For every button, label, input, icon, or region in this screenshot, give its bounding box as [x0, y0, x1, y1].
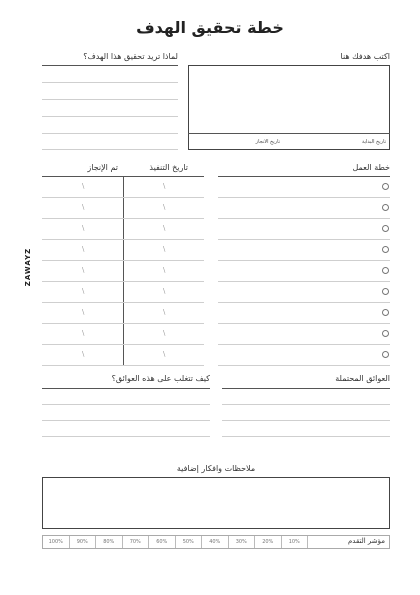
execution-date-separator[interactable]: \: [163, 350, 166, 358]
task-checkbox[interactable]: [382, 309, 389, 316]
completed-date-separator[interactable]: \: [82, 329, 85, 337]
table-column-divider: [123, 176, 124, 365]
completed-date-separator[interactable]: \: [82, 350, 85, 358]
table-row: [42, 365, 204, 366]
task-line[interactable]: [218, 260, 390, 261]
brand-logo: ZAWAYZ: [24, 247, 32, 287]
why-line[interactable]: [42, 133, 178, 134]
execution-date-separator[interactable]: \: [163, 203, 166, 211]
why-line[interactable]: [42, 149, 178, 150]
overcome-line[interactable]: [42, 420, 210, 421]
progress-step[interactable]: 40%: [202, 536, 229, 548]
progress-step[interactable]: 70%: [123, 536, 150, 548]
completed-date-separator[interactable]: \: [82, 266, 85, 274]
task-checkbox[interactable]: [382, 288, 389, 295]
execution-date-heading: تاريخ التنفيذ: [149, 163, 188, 172]
task-line[interactable]: [218, 323, 390, 324]
completed-date-separator[interactable]: \: [82, 203, 85, 211]
start-date-label: تاريخ البداية: [361, 139, 386, 145]
progress-step[interactable]: 100%: [43, 536, 70, 548]
progress-step[interactable]: 60%: [149, 536, 176, 548]
progress-step[interactable]: 50%: [176, 536, 203, 548]
task-checkbox[interactable]: [382, 246, 389, 253]
obstacle-line[interactable]: [222, 436, 390, 437]
why-line[interactable]: [42, 116, 178, 117]
end-date-label: تاريخ الانجاز: [255, 139, 280, 145]
progress-step[interactable]: 20%: [255, 536, 282, 548]
progress-step[interactable]: 80%: [96, 536, 123, 548]
why-heading-underline: [42, 65, 178, 66]
notes-heading: ملاحظات وافكار إضافية: [176, 464, 256, 473]
why-line[interactable]: [42, 82, 178, 83]
task-line[interactable]: [218, 344, 390, 345]
notes-box[interactable]: [42, 477, 390, 529]
why-heading: لماذا تريد تحقيق هذا الهدف؟: [83, 52, 178, 61]
execution-date-separator[interactable]: \: [163, 329, 166, 337]
task-line[interactable]: [218, 239, 390, 240]
task-checkbox[interactable]: [382, 351, 389, 358]
table-row: [42, 218, 204, 219]
table-row: [42, 323, 204, 324]
task-line[interactable]: [218, 302, 390, 303]
execution-date-separator[interactable]: \: [163, 224, 166, 232]
progress-step[interactable]: 10%: [282, 536, 309, 548]
overcome-heading: كيف تتغلب على هذه العوائق؟: [111, 374, 210, 383]
task-checkbox[interactable]: [382, 330, 389, 337]
progress-step[interactable]: 30%: [229, 536, 256, 548]
table-row: [42, 239, 204, 240]
obstacles-heading: العوائق المحتملة: [335, 374, 390, 383]
obstacles-underline: [222, 388, 390, 389]
why-line[interactable]: [42, 99, 178, 100]
task-line[interactable]: [218, 281, 390, 282]
task-checkbox[interactable]: [382, 225, 389, 232]
task-checkbox[interactable]: [382, 204, 389, 211]
overcome-underline: [42, 388, 210, 389]
table-row: [42, 260, 204, 261]
goal-box[interactable]: [188, 65, 390, 150]
task-checkbox[interactable]: [382, 183, 389, 190]
progress-steps: [43, 536, 308, 548]
table-row: [42, 302, 204, 303]
task-checkbox[interactable]: [382, 267, 389, 274]
execution-date-separator[interactable]: \: [163, 266, 166, 274]
progress-step[interactable]: 90%: [70, 536, 97, 548]
plan-header-underline: [218, 176, 390, 177]
task-line[interactable]: [218, 365, 390, 366]
overcome-line[interactable]: [42, 436, 210, 437]
page-title: خطة تحقيق الهدف: [136, 18, 284, 37]
obstacle-line[interactable]: [222, 420, 390, 421]
completed-date-separator[interactable]: \: [82, 224, 85, 232]
execution-date-separator[interactable]: \: [163, 287, 166, 295]
execution-date-separator[interactable]: \: [163, 182, 166, 190]
execution-date-separator[interactable]: \: [163, 245, 166, 253]
completed-date-separator[interactable]: \: [82, 245, 85, 253]
completed-date-separator[interactable]: \: [82, 308, 85, 316]
goal-date-divider: [188, 133, 390, 134]
completed-heading: تم الإنجاز: [87, 163, 118, 172]
execution-date-separator[interactable]: \: [163, 308, 166, 316]
task-line[interactable]: [218, 218, 390, 219]
completed-date-separator[interactable]: \: [82, 182, 85, 190]
completed-date-separator[interactable]: \: [82, 287, 85, 295]
table-row: [42, 281, 204, 282]
obstacle-line[interactable]: [222, 404, 390, 405]
action-plan-heading: خطة العمل: [352, 163, 390, 172]
table-row: [42, 344, 204, 345]
progress-bar: [42, 535, 390, 549]
progress-label: مؤشر التقدم: [347, 537, 385, 545]
table-row: [42, 197, 204, 198]
task-line[interactable]: [218, 197, 390, 198]
goal-heading: اكتب هدفك هنا: [340, 52, 390, 61]
overcome-line[interactable]: [42, 404, 210, 405]
